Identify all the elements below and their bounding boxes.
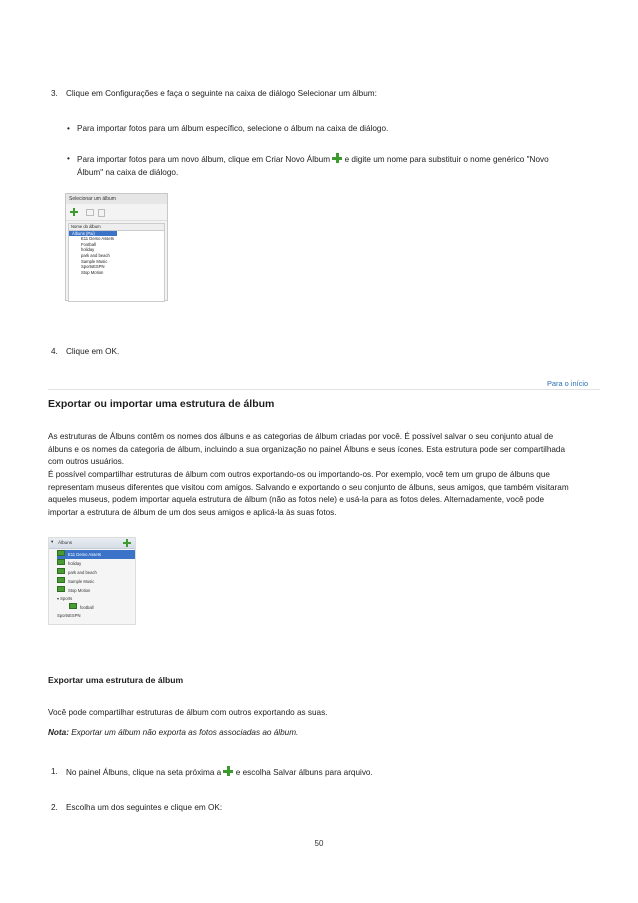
tree-items — [69, 236, 164, 275]
bullet-text: Para importar fotos para um novo álbum, clique em Criar Novo Álbum — [77, 155, 331, 164]
album-item[interactable] — [57, 586, 135, 595]
step-1-text-before: No painel Álbuns, clique na seta próxima a — [66, 768, 222, 777]
p1-line: com outros usuários. — [48, 457, 124, 467]
album-icon — [69, 603, 77, 609]
album-item-label: park and beach — [68, 570, 97, 575]
divider — [48, 389, 600, 390]
note — [48, 727, 298, 740]
tree-root[interactable]: Álbuns (Pai) — [69, 231, 117, 237]
album-item-label: holiday — [68, 561, 82, 566]
step-1-text-after: e escolha Salvar álbuns para arquivo. — [235, 768, 373, 777]
album-item[interactable] — [57, 568, 135, 577]
edit-icon — [86, 209, 94, 216]
album-icon — [57, 577, 65, 583]
p2-line: representam museus diferentes que visitou com amigos. Salvando e exportando o seu conjunto de álbuns, seus amigos, que também visitaram — [48, 482, 569, 492]
note-text: Exportar um álbum não exporta as fotos associadas ao álbum. — [71, 728, 299, 737]
dialog-toolbar — [66, 204, 167, 221]
bullet-text-line2: Álbum" na caixa de diálogo. — [77, 167, 179, 177]
tree-column-header: Nome do álbum — [69, 224, 164, 231]
tree-album-item[interactable]: E11 Demo Assets — [81, 236, 114, 242]
back-to-top-link[interactable]: Para o início — [547, 379, 589, 388]
album-last-item-label: SportsESPN — [57, 613, 81, 618]
album-icon — [57, 550, 65, 556]
subsection-paragraph: Você pode compartilhar estruturas de álbum com outros exportando as suas. — [48, 708, 328, 717]
albums-panel-screenshot — [48, 537, 136, 625]
delete-icon — [98, 209, 105, 217]
subsection-title: Exportar uma estrutura de álbum — [48, 675, 184, 685]
step-1-number: 1. — [51, 767, 58, 776]
collapse-arrow-icon: ▾ — [51, 539, 54, 544]
album-item[interactable] — [57, 577, 135, 586]
tree-album-item[interactable]: Stop Motion — [81, 269, 104, 275]
step-1-text — [66, 766, 606, 780]
album-item-label: Sample Music — [68, 579, 95, 584]
bullet-text: Para importar fotos para um álbum específico, selecione o álbum na caixa de diálogo. — [77, 124, 389, 133]
album-items — [57, 550, 135, 595]
page-number: 50 — [314, 839, 324, 848]
p2-line: importar a estrutura de álbum de um dos seus amigos e aplicá-la às suas fotos. — [48, 507, 337, 517]
album-item[interactable] — [57, 559, 135, 568]
tree-album-item[interactable]: Football — [81, 241, 96, 247]
step-3-text: Clique em Configurações e faça o seguinte na caixa de diálogo Selecionar um álbum: — [66, 89, 377, 98]
select-album-dialog-screenshot — [65, 193, 168, 301]
album-item-label: Stop Motion — [68, 588, 91, 593]
add-album-plus-icon[interactable] — [123, 539, 131, 547]
section-paragraph-1 — [48, 431, 608, 469]
create-album-plus-icon — [332, 153, 342, 163]
bullet-new-album — [77, 153, 597, 179]
note-label: Nota: — [48, 728, 69, 737]
step-2-number: 2. — [51, 803, 58, 812]
albums-header-label: Álbuns — [58, 540, 73, 545]
tree-album-item[interactable]: SportsESPN — [81, 264, 105, 270]
step-4-number: 4. — [51, 347, 58, 356]
step-4-text: Clique em OK. — [66, 347, 120, 356]
bullet-specific-album — [77, 123, 597, 136]
bullet-text-cont: e digite um nome para substituir o nome genérico "Novo — [344, 155, 549, 164]
album-sub-item-label: football — [80, 605, 94, 610]
album-sub-item[interactable] — [57, 603, 135, 612]
section-paragraph-2 — [48, 469, 608, 519]
p2-line: aqueles museus, podem importar aquela estrutura de álbum (não as fotos nele) e usá-la para as fotos deles. Alternadamente, você pode — [48, 495, 545, 505]
album-icon — [57, 586, 65, 592]
albums-plus-icon — [223, 766, 233, 776]
new-album-plus-icon — [70, 208, 78, 216]
album-icon — [57, 568, 65, 574]
section-title: Exportar ou importar uma estrutura de álbum — [48, 398, 275, 410]
p2-line: É possível compartilhar estruturas de álbum com outros exportando-os ou importando-os. Por exemplo, você tem um grupo de álbuns que — [48, 470, 550, 479]
tree-album-item[interactable]: holiday — [81, 247, 95, 253]
album-category[interactable] — [57, 595, 135, 603]
tree-album-item[interactable]: park and beach — [81, 252, 110, 258]
step-2-text: Escolha um dos seguintes e clique em OK: — [66, 803, 223, 812]
album-category-label: Sports — [60, 596, 73, 601]
dialog-title: Selecionar um álbum — [66, 194, 167, 204]
album-item-label: E11 Demo Assets — [68, 552, 101, 557]
album-icon — [57, 559, 65, 565]
p1-line: álbuns e os nomes da categoria de álbum, incluindo a sua organização no painel Álbuns e seus ícones. Esta estrutura pode ser compartilhada — [48, 444, 566, 454]
p1-line: As estruturas de Álbuns contêm os nomes dos álbuns e as categorias de álbum criadas por você. É possível salvar o seu conjunto atual de — [48, 432, 554, 441]
expand-arrow-icon: ▾ — [57, 596, 61, 601]
tree-album-item[interactable]: Sample Music — [81, 258, 108, 264]
step-3-number: 3. — [51, 89, 58, 98]
album-last-item[interactable] — [57, 612, 135, 620]
album-tree — [68, 223, 165, 302]
album-item[interactable] — [57, 550, 135, 559]
albums-panel-header — [49, 538, 135, 549]
album-list — [49, 549, 135, 620]
